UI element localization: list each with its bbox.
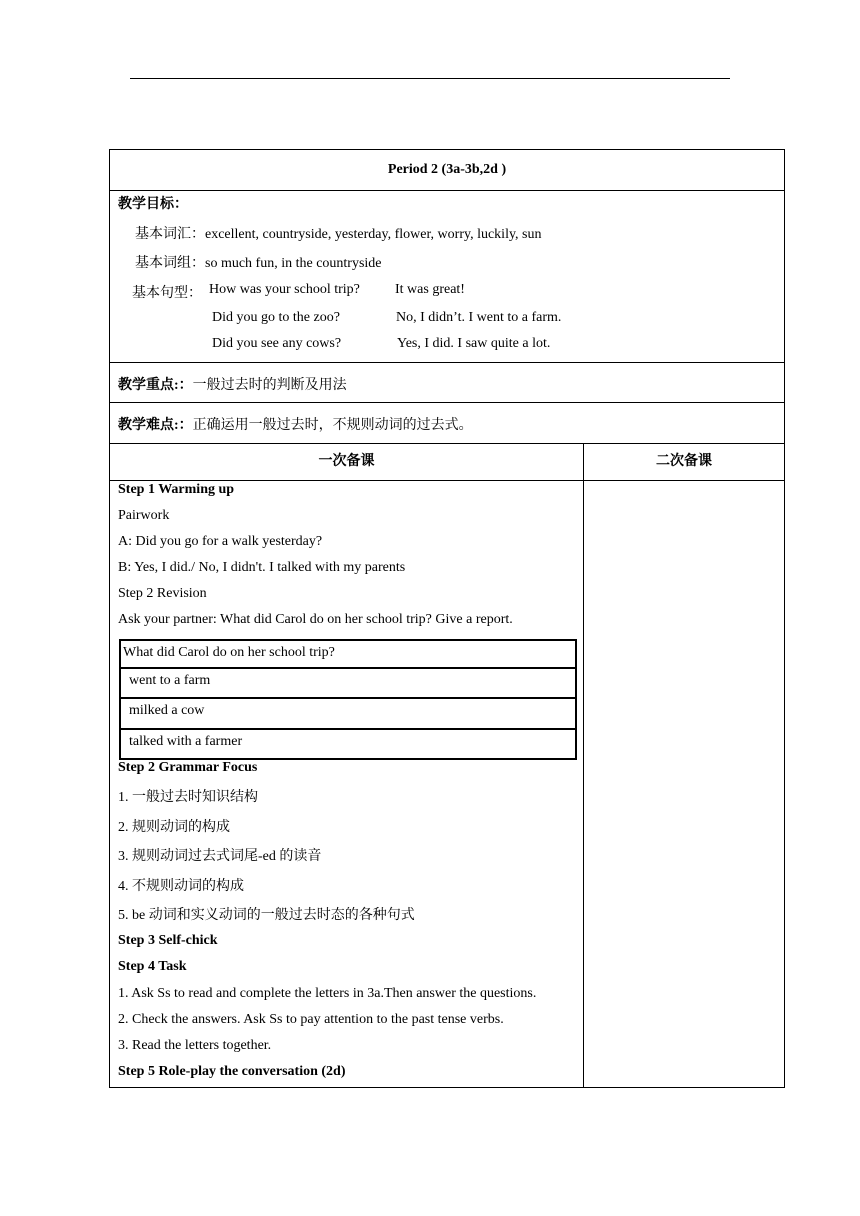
pattern-answer: Yes, I did. I saw quite a lot. bbox=[397, 336, 551, 351]
column-second-prep: 二次备课 bbox=[656, 454, 712, 469]
row-divider bbox=[110, 480, 784, 481]
step2-revision-title: Step 2 Revision bbox=[118, 586, 207, 601]
step5-title: Step 5 Role-play the conversation (2d) bbox=[118, 1064, 346, 1079]
step3-title: Step 3 Self-chick bbox=[118, 933, 218, 948]
difficulty-label: 教学难点:： bbox=[118, 418, 193, 433]
row-divider bbox=[110, 190, 784, 191]
difficulty-text: 正确运用一般过去时，不规则动词的过去式。 bbox=[192, 418, 473, 433]
task-item: 3. Read the letters together. bbox=[118, 1038, 272, 1053]
teaching-focus bbox=[110, 362, 784, 402]
vocab-line: 基本词汇：excellent, countryside, yesterday, flower, worry, luckily, sun bbox=[135, 227, 542, 242]
column-first-prep: 一次备课 bbox=[318, 454, 375, 469]
dialog-a: A: Did you go for a walk yesterday? bbox=[118, 534, 323, 549]
dialog-b: B: Yes, I did./ No, I didn't. I talked with my parents bbox=[118, 560, 406, 575]
step1-title: Step 1 Warming up bbox=[118, 482, 235, 497]
grammar-item: 5. be 动词和实义动词的一般过去时态的各种句式 bbox=[118, 908, 415, 923]
patterns-label: 基本句型： bbox=[132, 286, 202, 301]
lesson-plan-table bbox=[109, 149, 785, 1088]
grammar-item: 1. 一般过去时知识结构 bbox=[118, 790, 258, 805]
grammar-focus-title: Step 2 Grammar Focus bbox=[118, 760, 258, 775]
grammar-item: 4. 不规则动词的构成 bbox=[118, 879, 244, 894]
focus-text: 一般过去时的判断及用法 bbox=[192, 378, 347, 393]
step2-revision-desc: Ask your partner: What did Carol do on her school trip? Give a report. bbox=[118, 612, 513, 627]
header-rule bbox=[130, 78, 730, 79]
focus-label: 教学重点:： bbox=[118, 378, 193, 393]
task-item: 1. Ask Ss to read and complete the letters in 3a.Then answer the questions. bbox=[118, 986, 537, 1001]
period-title: Period 2 (3a-3b,2d ) bbox=[387, 162, 507, 177]
carol-trip-table-header: What did Carol do on her school trip? bbox=[121, 641, 575, 669]
grammar-item: 3. 规则动词过去式词尾-ed 的读音 bbox=[118, 849, 322, 864]
pattern-question: Did you see any cows? bbox=[212, 336, 342, 351]
pairwork-label: Pairwork bbox=[118, 508, 170, 523]
carol-trip-item: milked a cow bbox=[121, 699, 575, 730]
goals-label: 教学目标： bbox=[118, 197, 188, 212]
phrases-line: 基本词组：so much fun, in the countryside bbox=[135, 256, 382, 271]
task-item: 2. Check the answers. Ask Ss to pay attention to the past tense verbs. bbox=[118, 1012, 504, 1027]
teaching-difficulty bbox=[110, 402, 784, 443]
pattern-question: Did you go to the zoo? bbox=[212, 310, 340, 325]
carol-trip-item: went to a farm bbox=[121, 669, 575, 699]
carol-trip-table bbox=[119, 639, 577, 760]
carol-trip-item: talked with a farmer bbox=[129, 734, 243, 749]
pattern-answer: No, I didn’t. I went to a farm. bbox=[396, 310, 562, 325]
pattern-answer: It was great! bbox=[395, 282, 465, 297]
grammar-item: 2. 规则动词的构成 bbox=[118, 820, 230, 835]
step4-title: Step 4 Task bbox=[118, 959, 187, 974]
pattern-question: How was your school trip? bbox=[209, 282, 360, 297]
column-divider bbox=[583, 443, 584, 1088]
